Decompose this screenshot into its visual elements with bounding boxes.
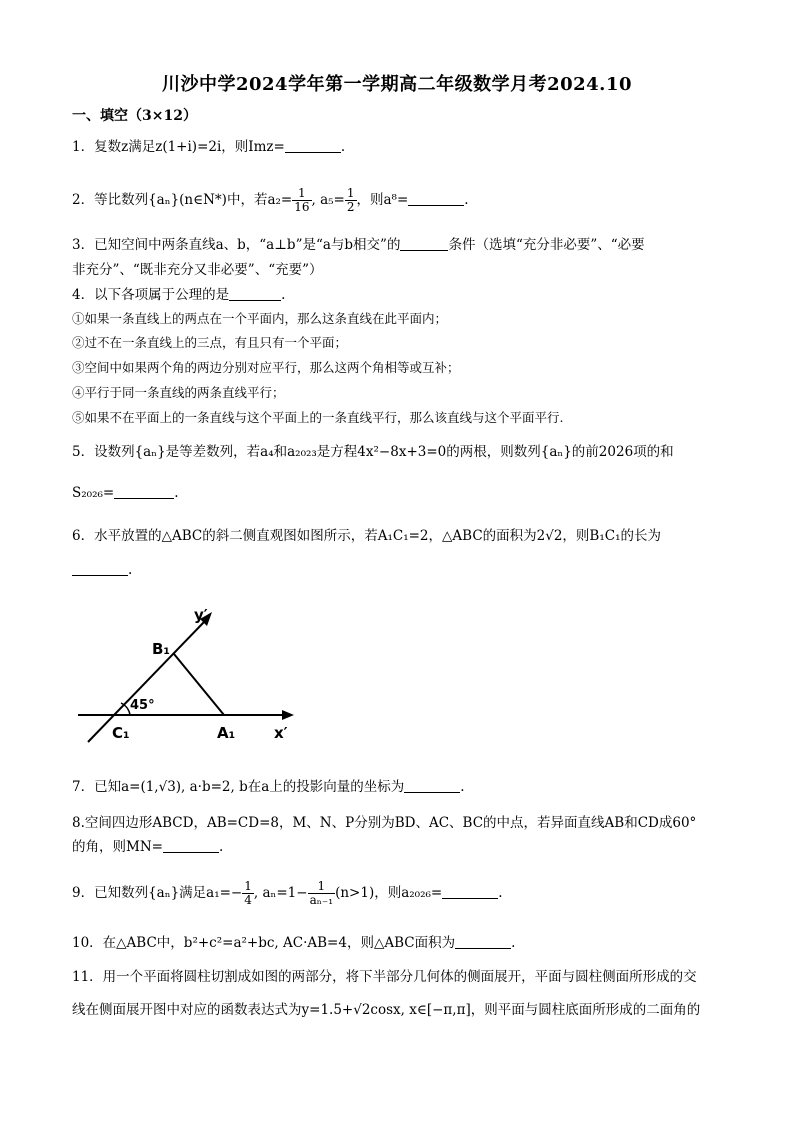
period: .: [281, 287, 286, 303]
period: .: [511, 935, 516, 951]
fraction-numerator: 1: [244, 879, 252, 893]
question-4-option-5: ⑤如果不在平面上的一条直线与这个平面上的一条直线平行，那么该直线与这个平面平行.: [72, 410, 564, 425]
segment-b1-a1: [174, 654, 224, 715]
answer-blank: [72, 561, 128, 576]
question-8-text: 的角，则MN=: [72, 839, 163, 855]
question-2-text-c: ，则a⁸=: [356, 192, 409, 208]
question-9: [72, 880, 732, 907]
period: .: [174, 485, 179, 501]
question-4-option-4: ④平行于同一条直线的两条直线平行；: [72, 385, 285, 400]
question-4-option-2: ②过不在一条直线上的三点，有且只有一个平面；: [72, 335, 348, 350]
question-4-text: 4．以下各项属于公理的是: [72, 287, 230, 303]
page-title: 川沙中学2024学年第一学期高二年级数学月考2024.10: [161, 74, 632, 95]
period: .: [218, 839, 224, 855]
fraction-denominator: 2: [346, 200, 355, 214]
x-axis-label: x′: [274, 724, 288, 742]
question-8-line-1: 8.空间四边形ABCD，AB=CD=8，M、N、P分别为BD、AC、BC的中点，若异面直线AB和CD成60°: [72, 815, 697, 831]
answer-blank: [285, 138, 341, 153]
fraction-numerator: 1: [346, 186, 355, 200]
y-axis-label: y′: [194, 606, 208, 624]
x-axis-arrow: [282, 710, 294, 720]
question-9-text-c: (n>1)，则a₂₀₂₆=: [335, 885, 443, 901]
question-10-text: 10．在△ABC中，b²+c²=a²+bc, AC·AB=4，则△ABC面积为: [72, 935, 456, 951]
point-b1-label: B₁: [152, 640, 171, 658]
question-3-text-a: 3．已知空间中两条直线a、b，“a⊥b”是“a与b相交”的: [72, 237, 401, 253]
fraction: [242, 880, 254, 907]
period: .: [498, 885, 503, 901]
answer-blank: [442, 884, 498, 899]
period: .: [464, 192, 469, 208]
fraction: [345, 187, 357, 214]
y-axis-line: [88, 622, 204, 742]
question-11-line-1: 11．用一个平面将圆柱切割成如图的两部分，将下半部分几何体的侧面展开，平面与圆柱侧面所形成的交: [72, 969, 697, 985]
fraction-denominator: 4: [244, 893, 252, 907]
oblique-projection-figure: [72, 592, 312, 756]
fraction-numerator: 1: [308, 880, 336, 894]
question-6-line-2: [72, 561, 732, 579]
question-11-line-2: 线在侧面展开图中对应的函数表达式为y=1.5+√2cosx, x∈[−π,π]，则平面与圆柱底面所形成的二面角的: [72, 1002, 701, 1018]
angle-label: 45°: [130, 698, 155, 713]
question-3-text-b: 条件（选填“充分非必要”、“必要: [448, 237, 645, 253]
angle-arc: [121, 703, 130, 715]
answer-blank: [404, 778, 460, 793]
question-1-text: 1．复数z满足z(1+i)=2i，则Imz=: [72, 139, 285, 155]
question-7: [72, 778, 732, 796]
question-5-text: S₂₀₂₆=: [72, 485, 115, 501]
question-6-line-1: 6．水平放置的△ABC的斜二侧直观图如图所示，若A₁C₁=2，△ABC的面积为2√2，则B₁C₁的长为: [72, 528, 662, 544]
question-4-option-1: ①如果一条直线上的两点在一个平面内，那么这条直线在此平面内；: [72, 311, 448, 326]
question-1: [72, 138, 732, 156]
question-10: [72, 934, 732, 952]
answer-blank: [114, 484, 174, 499]
question-2: [72, 187, 732, 214]
point-c1-label: C₁: [112, 724, 130, 742]
answer-blank: [408, 191, 464, 206]
fraction-numerator: 1: [292, 187, 311, 201]
fraction-denominator: aₙ₋₁: [309, 893, 334, 907]
question-8-line-2: [72, 838, 732, 856]
question-4-option-3: ③空间中如果两个角的两边分别对应平行，那么这两个角相等或互补；: [72, 360, 460, 375]
question-5-line-2: [72, 484, 732, 502]
question-4: [72, 286, 732, 304]
question-5-line-1: 5．设数列{aₙ}是等差数列，若a₄和a₂₀₂₃是方程4x²−8x+3=0的两根，则数列{aₙ}的前2026项的和: [72, 444, 674, 460]
point-a1-label: A₁: [217, 724, 236, 742]
question-3-line-1: [72, 236, 732, 254]
question-7-text: 7．已知a=(1,√3), a·b=2, b在a上的投影向量的坐标为: [72, 779, 405, 795]
period: .: [340, 139, 346, 155]
period: .: [128, 562, 133, 578]
answer-blank: [163, 838, 219, 853]
fraction: [292, 187, 311, 214]
question-9-text-b: , aₙ=1−: [253, 885, 308, 901]
fraction: [308, 880, 336, 907]
fraction-denominator: 16: [294, 200, 310, 214]
question-9-text-a: 9．已知数列{aₙ}满足a₁=−: [72, 885, 243, 901]
section-heading: 一、填空（3×12）: [72, 108, 197, 124]
answer-blank: [455, 934, 511, 949]
figure-svg: [72, 592, 312, 752]
answer-blank: [229, 286, 281, 301]
period: .: [460, 779, 465, 795]
question-2-text-b: , a₅=: [311, 192, 345, 208]
answer-blank: [400, 236, 448, 251]
question-3-line-2: 非充分”、“既非充分又非必要”、“充要”）: [72, 262, 323, 278]
question-2-text-a: 2．等比数列{aₙ}(n∈N*)中，若a₂=: [72, 192, 293, 208]
